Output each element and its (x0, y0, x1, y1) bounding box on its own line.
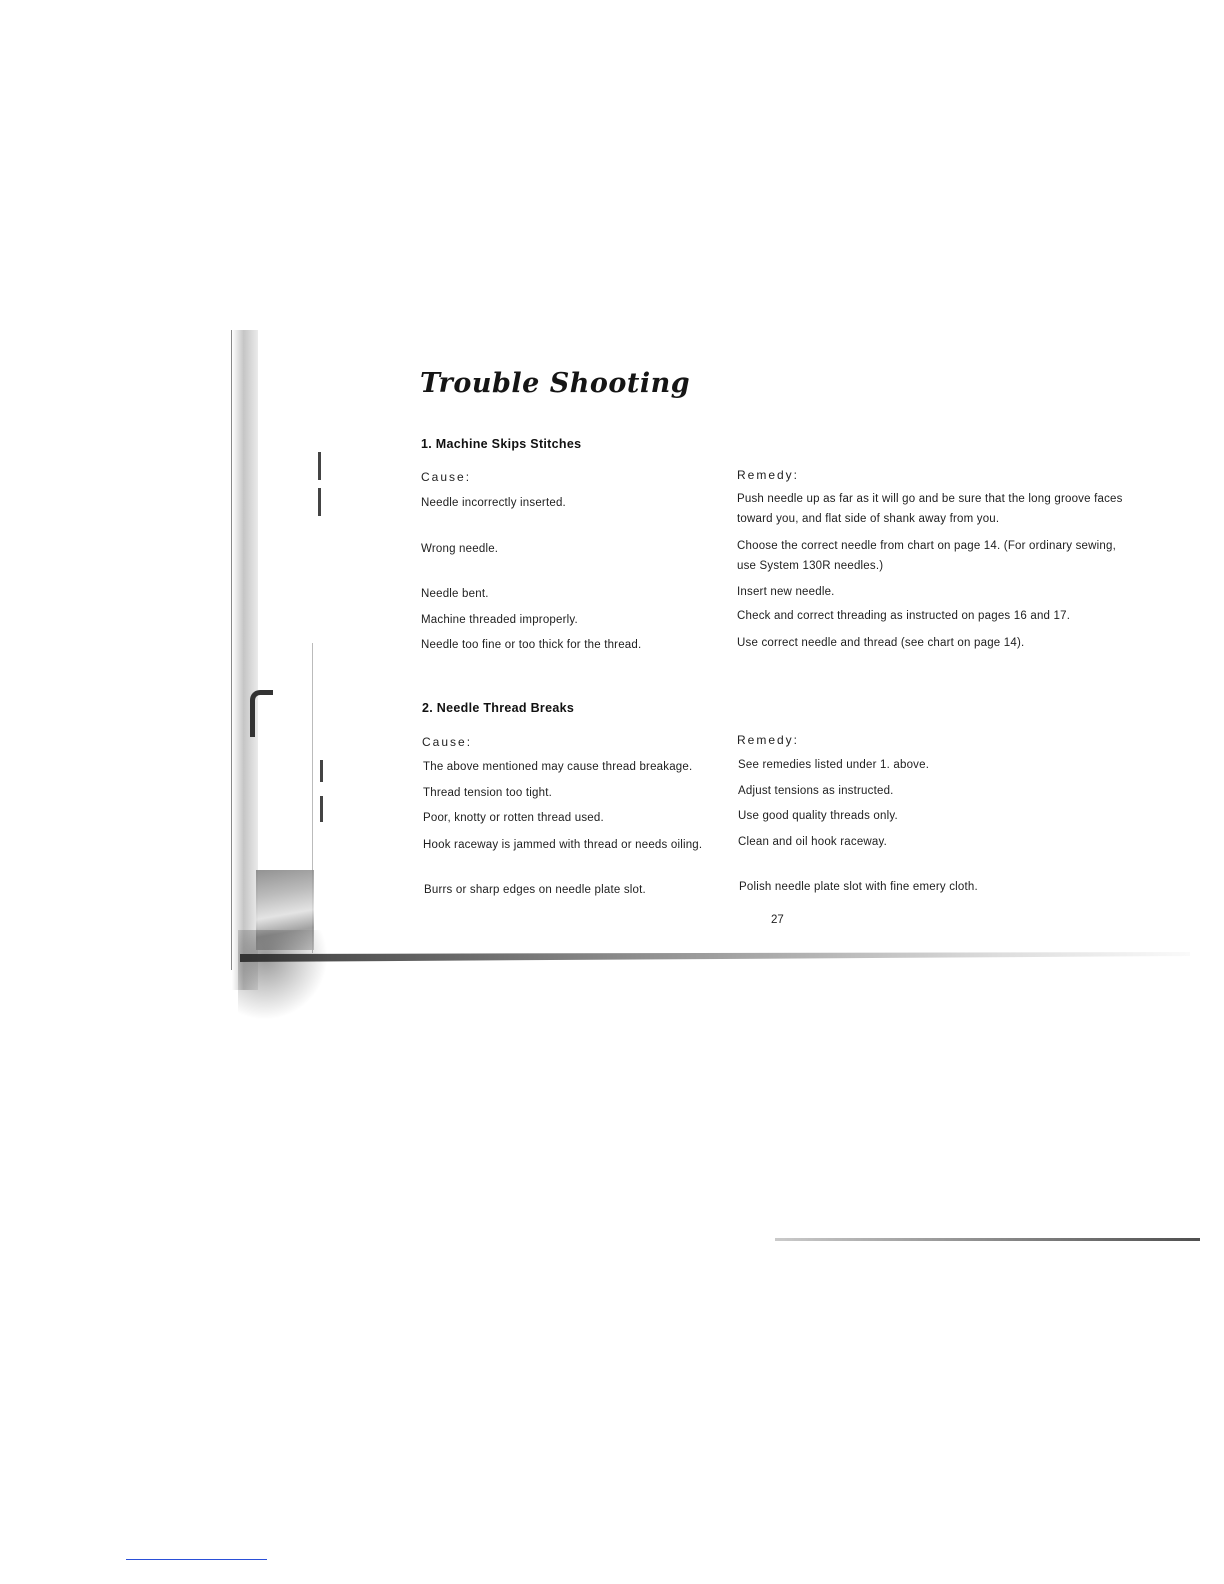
remedy-cell: Push needle up as far as it will go and be sure that the long groove faces toward you, and flat side of shank away from you. (737, 493, 1123, 525)
margin-mark (318, 488, 321, 516)
page-title: Trouble Shooting (420, 368, 691, 399)
cause-cell: Needle incorrectly inserted. (421, 497, 566, 509)
remedy-cell: Clean and oil hook raceway. (738, 836, 888, 848)
scan-corner-shadow (238, 930, 328, 1020)
cause-cell: Needle too fine or too thick for the thread. (421, 639, 642, 651)
remedy-label-2: Remedy: (737, 733, 800, 747)
cause-cell: Wrong needle. (421, 543, 499, 555)
cause-cell: Burrs or sharp edges on needle plate slot. (424, 884, 646, 896)
remedy-label-1: Remedy: (737, 468, 800, 482)
remedy-cell: See remedies listed under 1. above. (738, 759, 930, 771)
remedy-cell: Choose the correct needle from chart on page 14. (For ordinary sewing, use System 130R needles.) (737, 540, 1116, 572)
page-bottom-edge (240, 952, 1190, 962)
remedy-cell: Adjust tensions as instructed. (738, 785, 894, 797)
margin-hook-mark (250, 690, 273, 737)
margin-mark (320, 760, 323, 782)
section-heading-1: 1. Machine Skips Stitches (421, 437, 582, 451)
cause-cell: Needle bent. (421, 588, 489, 600)
margin-mark (318, 452, 321, 480)
remedy-cell: Polish needle plate slot with fine emery cloth. (739, 881, 978, 893)
remedy-cell: Use good quality threads only. (738, 810, 898, 822)
margin-mark (320, 796, 323, 822)
remedy-cell: Insert new needle. (737, 586, 835, 598)
remedy-cell: Check and correct threading as instructed on pages 16 and 17. (737, 610, 1071, 622)
section-heading-2: 2. Needle Thread Breaks (422, 701, 575, 715)
cause-cell: Thread tension too tight. (423, 787, 553, 799)
cause-label-2: Cause: (422, 735, 473, 749)
cause-cell: Machine threaded improperly. (421, 614, 578, 626)
cause-cell: The above mentioned may cause thread breakage. (423, 761, 693, 773)
cause-cell: Hook raceway is jammed with thread or needs oiling. (423, 839, 703, 851)
page-number: 27 (771, 914, 784, 926)
remedy-cell: Use correct needle and thread (see chart on page 14). (737, 637, 1025, 649)
cause-label-1: Cause: (421, 470, 472, 484)
link-underline (126, 1559, 267, 1560)
cause-cell: Poor, knotty or rotten thread used. (423, 812, 604, 824)
lower-scan-rule (775, 1238, 1200, 1241)
